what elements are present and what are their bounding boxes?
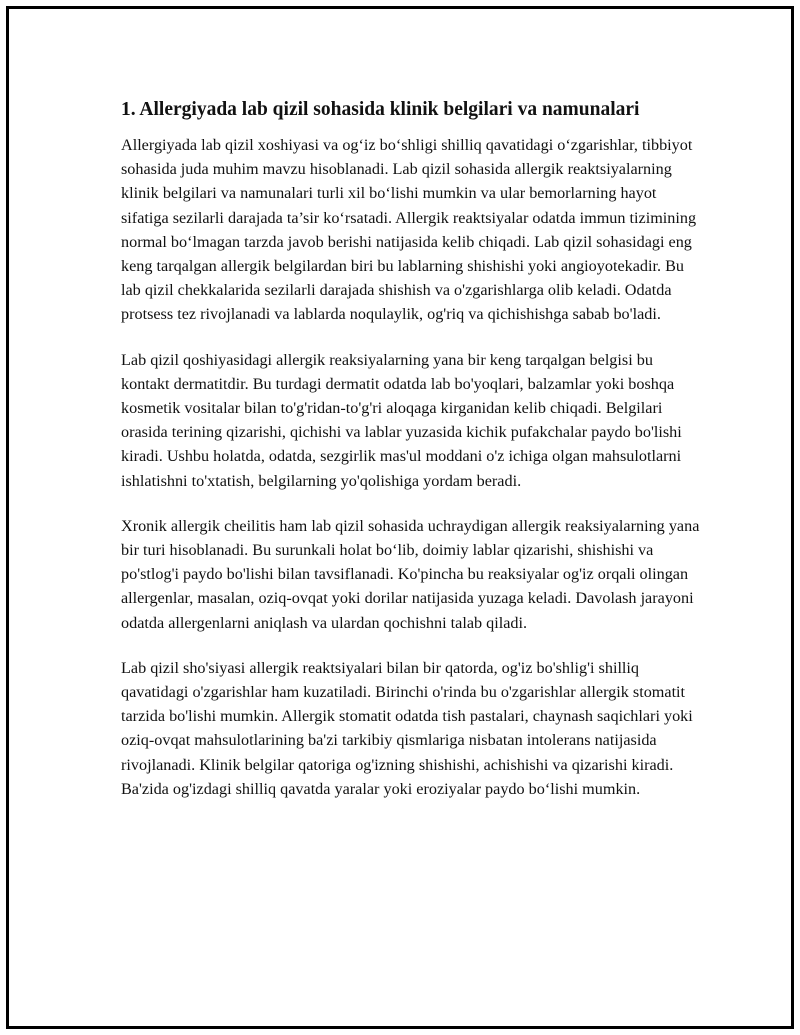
document-body: [121, 97, 701, 822]
paragraph-1: Allergiyada lab qizil xoshiyasi va og‘iz bo‘shligi shilliq qavatidagi o‘zgarishlar, tibbiyot sohasida juda muhim mavzu hisoblanadi. Lab qizil sohasida allergik reaktsiyalarning klinik belgilari va namunalari turli xil bo‘lishi mumkin va ular bemorlarning hayot sifatiga sezilarli darajada ta’sir ko‘rsatadi. Allergik reaktsiyalar odatda immun tizimining normal bo‘lmagan tarzda javob berishi natijasida kelib chiqadi. Lab qizil sohasidagi eng keng tarqalgan allergik belgilardan biri bu lablarning shishishi yoki angioyotekadir. Bu lab qizil chekkalarida sezilarli darajada shishish va o'zgarishlarga olib keladi. Odatda protsess tez rivojlanadi va lablarda noqulaylik, og'riq va qichishishga sabab bo'ladi.: [121, 136, 697, 324]
paragraph-3: Xronik allergik cheilitis ham lab qizil sohasida uchraydigan allergik reaksiyalarning yana bir turi hisoblanadi. Bu surunkali holat bo‘lib, doimiy lablar qizarishi, shishishi va po'stlog'i paydo bo'lishi bilan tavsiflanadi. Ko'pincha bu reaksiyalar og'iz orqali olingan allergenlar, masalan, oziq-ovqat yoki dorilar natijasida yuzaga keladi. Davolash jarayoni odatda allergenlarni aniqlash va ulardan qochishni talab qiladi.: [121, 516, 700, 632]
page-frame: [6, 6, 794, 1029]
section-title: 1. Allergiyada lab qizil sohasida klinik belgilari va namunalari: [121, 99, 640, 120]
paragraph-4: Lab qizil sho'siyasi allergik reaktsiyalari bilan bir qatorda, og'iz bo'shlig'i shilliq qavatidagi o'zgarishlar ham kuzatiladi. Birinchi o'rinda bu o'zgarishlar allergik stomatit tarzida bo'lishi mumkin. Allergik stomatit odatda tish pastalari, chaynash saqichlari yoki oziq-ovqat mahsulotlarining ba'zi tarkibiy qismlariga nisbatan intolerans natijasida rivojlanadi. Klinik belgilar qatoriga og'izning shishishi, achishishi va qizarishi kiradi. Ba'zida og'izdagi shilliq qavatda yaralar yoki eroziyalar paydo bo‘lishi mumkin.: [121, 658, 693, 798]
paragraph-2: Lab qizil qoshiyasidagi allergik reaksiyalarning yana bir keng tarqalgan belgisi bu kontakt dermatitdir. Bu turdagi dermatit odatda lab bo'yoqlari, balzamlar yoki boshqa kosmetik vositalar bilan to'g'ridan-to'g'ri aloqaga kirganidan kelib chiqadi. Belgilari orasida terining qizarishi, qichishi va lablar yuzasida kichik pufakchalar paydo bo'lishi kiradi. Ushbu holatda, odatda, sezgirlik mas'ul moddani o'z ichiga olgan mahsulotlarni ishlatishni to'xtatish, belgilarning yo'qolishiga yordam beradi.: [121, 350, 682, 490]
